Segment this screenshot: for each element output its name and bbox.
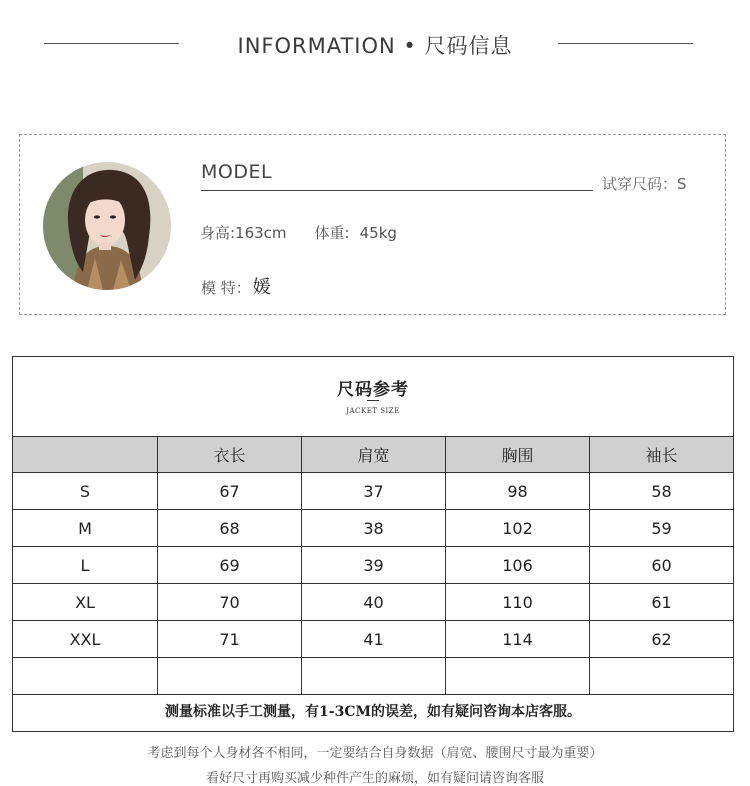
table-cell: 39 bbox=[302, 547, 446, 584]
table-cell: 102 bbox=[446, 510, 590, 547]
footer-advice-line-2: 看好尺寸再购买减少种件产生的麻烦，如有疑问请咨询客服 bbox=[205, 771, 544, 786]
model-name-label: 模 特： bbox=[201, 279, 251, 297]
table-cell bbox=[302, 658, 446, 695]
model-info-card bbox=[19, 134, 726, 315]
weight-value: 45kg bbox=[359, 224, 397, 242]
table-cell: 38 bbox=[302, 510, 446, 547]
table-cell: 61 bbox=[590, 584, 734, 621]
size-chart-subtitle: JACKET SIZE bbox=[346, 407, 400, 415]
table-cell: M bbox=[13, 510, 158, 547]
header-right-rule bbox=[558, 43, 693, 44]
table-cell: 114 bbox=[446, 621, 590, 658]
table-cell: 37 bbox=[302, 473, 446, 510]
table-cell: XXL bbox=[13, 621, 158, 658]
table-cell: 71 bbox=[158, 621, 302, 658]
table-cell bbox=[446, 658, 590, 695]
table-cell: 69 bbox=[158, 547, 302, 584]
size-table-header-row bbox=[13, 437, 734, 473]
table-cell: S bbox=[13, 473, 158, 510]
table-cell: 98 bbox=[446, 473, 590, 510]
model-heading: MODEL bbox=[201, 161, 273, 183]
size-chart-title: 尺码参考 bbox=[337, 380, 409, 400]
table-cell: 58 bbox=[590, 473, 734, 510]
table-cell: 62 bbox=[590, 621, 734, 658]
measurement-note: 测量标准以手工测量，有1-3CM的误差，如有疑问咨询本店客服。 bbox=[165, 704, 581, 720]
table-row-empty bbox=[13, 658, 734, 695]
footer-advice-line-1: 考虑到每个人身材各不相同，一定要结合自身数据（肩宽、腰围尺寸最为重要） bbox=[147, 746, 603, 761]
model-portrait-image bbox=[43, 162, 171, 290]
table-cell: 40 bbox=[302, 584, 446, 621]
table-cell: 70 bbox=[158, 584, 302, 621]
header-cell: 衣长 bbox=[158, 437, 302, 473]
header-cell: 袖长 bbox=[590, 437, 734, 473]
table-cell: 60 bbox=[590, 547, 734, 584]
weight-label: 体重: bbox=[314, 224, 350, 242]
section-header bbox=[0, 28, 750, 60]
table-cell: 59 bbox=[590, 510, 734, 547]
size-chart-title-dash bbox=[367, 400, 379, 401]
header-cell: 胸围 bbox=[446, 437, 590, 473]
table-row bbox=[13, 510, 734, 547]
table-row bbox=[13, 584, 734, 621]
table-cell: 41 bbox=[302, 621, 446, 658]
model-stats bbox=[200, 222, 397, 243]
model-name-row bbox=[201, 273, 271, 299]
model-name: 媛 bbox=[252, 277, 271, 298]
header-cell: 肩宽 bbox=[302, 437, 446, 473]
model-heading-underline bbox=[201, 190, 593, 191]
header-cell bbox=[13, 437, 158, 473]
table-cell bbox=[158, 658, 302, 695]
table-cell bbox=[590, 658, 734, 695]
table-cell: 106 bbox=[446, 547, 590, 584]
table-cell: 110 bbox=[446, 584, 590, 621]
table-row bbox=[13, 547, 734, 584]
header-title: INFORMATION • 尺码信息 bbox=[237, 34, 513, 58]
table-cell: 68 bbox=[158, 510, 302, 547]
table-cell: 67 bbox=[158, 473, 302, 510]
height-label: 身高:163cm bbox=[200, 224, 287, 242]
model-avatar bbox=[43, 162, 171, 290]
table-cell: L bbox=[13, 547, 158, 584]
size-chart bbox=[12, 356, 734, 732]
size-table bbox=[12, 436, 734, 695]
table-cell: XL bbox=[13, 584, 158, 621]
table-cell bbox=[13, 658, 158, 695]
table-row bbox=[13, 473, 734, 510]
fit-size-label: 试穿尺码：S bbox=[602, 175, 687, 193]
table-row bbox=[13, 621, 734, 658]
